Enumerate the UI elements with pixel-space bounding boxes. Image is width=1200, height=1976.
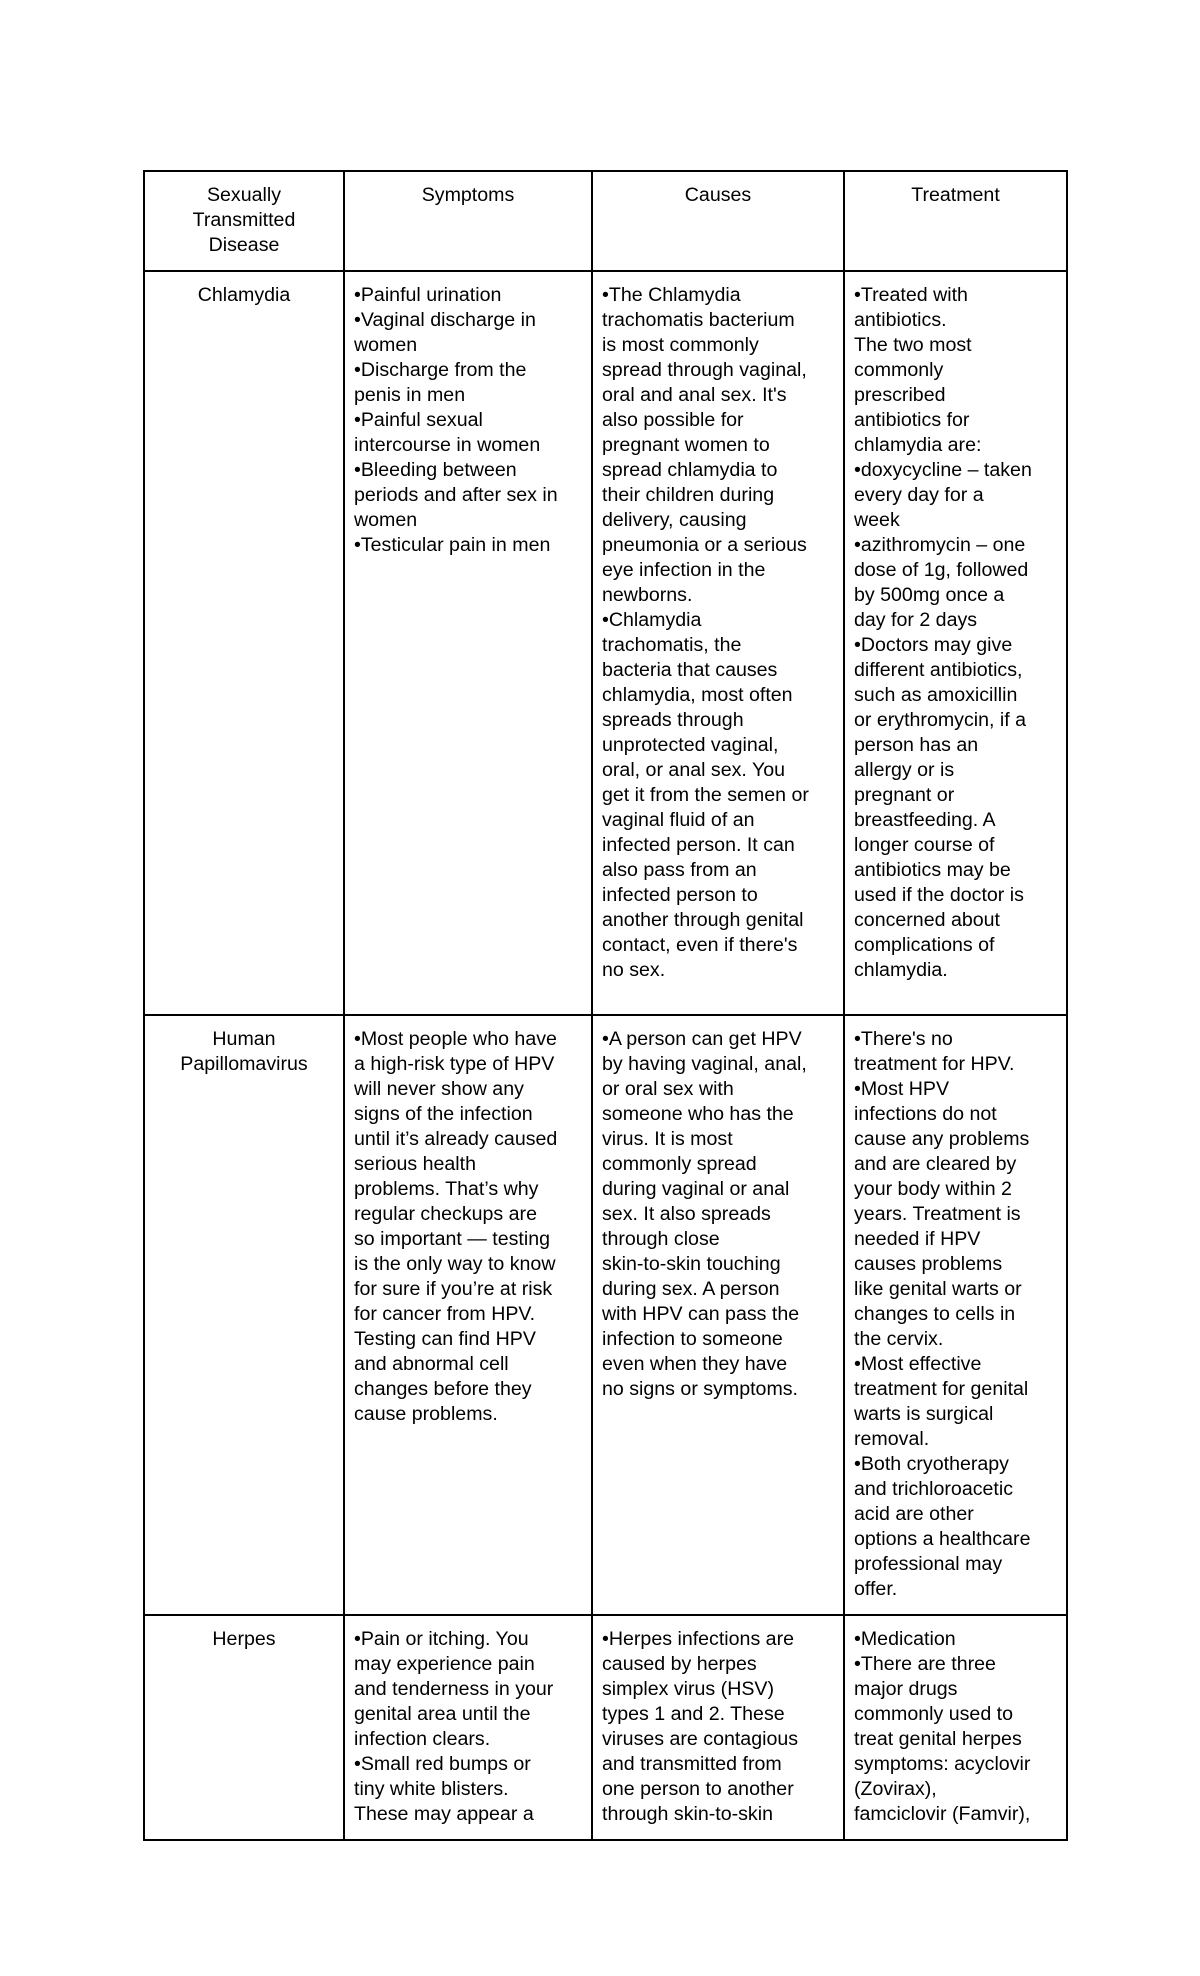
cell-text-line: •Most effective — [854, 1353, 982, 1375]
cell-text-line: person has an — [854, 734, 979, 756]
cell-text-line: types 1 and 2. These — [602, 1703, 785, 1725]
cell-text-line: or erythromycin, if a — [854, 709, 1027, 731]
cell-text-line: years. Treatment is — [854, 1203, 1021, 1225]
cell-text-line: is most commonly — [602, 334, 759, 356]
cell-text-line: (Zovirax), — [854, 1778, 937, 1800]
cell-text-line: dose of 1g, followed — [854, 559, 1029, 581]
cell-text-line: offer. — [854, 1578, 898, 1600]
table-header-row — [144, 171, 1067, 271]
cell-text-line: and abnormal cell — [354, 1353, 509, 1375]
table-row-herpes — [144, 1615, 1067, 1840]
cell-text-line: •A person can get HPV — [602, 1028, 802, 1050]
symptoms-cell — [344, 1615, 592, 1840]
cell-text-line: bacteria that causes — [602, 659, 778, 681]
cell-text-line: their children during — [602, 484, 775, 506]
cell-text-line: antibiotics for — [854, 409, 970, 431]
cell-text-line: day for 2 days — [854, 609, 978, 631]
cell-text-line: contact, even if there's — [602, 934, 798, 956]
cell-text-line: is the only way to know — [354, 1253, 556, 1275]
cell-text-line: treatment for genital — [854, 1378, 1029, 1400]
cell-text-line: •There's no — [854, 1028, 953, 1050]
cell-text-line: spreads through — [602, 709, 744, 731]
cell-text-line: by having vaginal, anal, — [602, 1053, 807, 1075]
cell-text-line: treatment for HPV. — [854, 1053, 1015, 1075]
cell-text-line: •Most HPV — [854, 1078, 950, 1100]
cell-text-line: Human — [212, 1028, 276, 1050]
cell-text-line: women — [354, 334, 418, 356]
cell-text-line: another through genital — [602, 909, 804, 931]
causes-cell — [592, 271, 844, 1015]
cell-text-line: •Discharge from the — [354, 359, 527, 381]
cell-text-line: like genital warts or — [854, 1278, 1022, 1300]
cell-text-line: breastfeeding. A — [854, 809, 996, 831]
cell-text-line: •The Chlamydia — [602, 284, 741, 306]
cell-text-line: cause any problems — [854, 1128, 1030, 1150]
cell-text-line: someone who has the — [602, 1103, 794, 1125]
causes-cell — [592, 1015, 844, 1615]
cell-text-line: through close — [602, 1228, 720, 1250]
cell-text-line: by 500mg once a — [854, 584, 1005, 606]
cell-text-line: pregnant or — [854, 784, 955, 806]
disease-name-cell — [144, 271, 344, 1015]
cell-text-line: week — [854, 509, 900, 531]
cell-text-line: concerned about — [854, 909, 1000, 931]
cell-text-line: •Medication — [854, 1628, 956, 1650]
cell-text-line: prescribed — [854, 384, 946, 406]
cell-text-line: every day for a — [854, 484, 984, 506]
cell-text-line: and transmitted from — [602, 1753, 782, 1775]
cell-text-line: trachomatis bacterium — [602, 309, 795, 331]
header-cell-disease — [144, 171, 344, 271]
cell-text-line: through skin-to-skin — [602, 1803, 773, 1825]
cell-text-line: changes to cells in — [854, 1303, 1016, 1325]
cell-text-line: longer course of — [854, 834, 995, 856]
disease-name-cell — [144, 1015, 344, 1615]
cell-text-line: Testing can find HPV — [354, 1328, 536, 1350]
cell-text-line: periods and after sex in — [354, 484, 558, 506]
cell-text-line: infections do not — [854, 1103, 997, 1125]
cell-text-line: pregnant women to — [602, 434, 770, 456]
cell-text-line: •Painful urination — [354, 284, 502, 306]
cell-text-line: oral and anal sex. It's — [602, 384, 787, 406]
cell-text-line: symptoms: acyclovir — [854, 1753, 1031, 1775]
cell-text-line: signs of the infection — [354, 1103, 533, 1125]
cell-text-line: so important — testing — [354, 1228, 551, 1250]
table-row-chlamydia — [144, 271, 1067, 1015]
cell-text-line: infection to someone — [602, 1328, 783, 1350]
cell-text-line: treat genital herpes — [854, 1728, 1022, 1750]
cell-text-line: Chlamydia — [197, 284, 291, 306]
cell-text-line: needed if HPV — [854, 1228, 981, 1250]
cell-text-line: removal. — [854, 1428, 930, 1450]
cell-text-line: The two most — [854, 334, 972, 356]
cell-text-line: and trichloroacetic — [854, 1478, 1014, 1500]
cell-text-line: penis in men — [354, 384, 466, 406]
cell-text-line: acid are other — [854, 1503, 974, 1525]
cell-text-line: women — [354, 509, 418, 531]
cell-text-line: vaginal fluid of an — [602, 809, 755, 831]
cell-text-line: •There are three — [854, 1653, 996, 1675]
cell-text-line: infected person. It can — [602, 834, 795, 856]
cell-text-line: •doxycycline – taken — [854, 459, 1032, 481]
cell-text-line: chlamydia. — [854, 959, 948, 981]
cell-text-line: intercourse in women — [354, 434, 541, 456]
cell-text-line: spread through vaginal, — [602, 359, 807, 381]
cell-text-line: or oral sex with — [602, 1078, 734, 1100]
cell-text-line: Herpes — [212, 1628, 276, 1650]
cell-text-line: and tenderness in your — [354, 1678, 554, 1700]
cell-text-line: your body within 2 — [854, 1178, 1012, 1200]
cell-text-line: sex. It also spreads — [602, 1203, 771, 1225]
cell-text-line: used if the doctor is — [854, 884, 1024, 906]
cell-text-line: a high-risk type of HPV — [354, 1053, 555, 1075]
cell-text-line: viruses are contagious — [602, 1728, 799, 1750]
cell-text-line: •Herpes infections are — [602, 1628, 795, 1650]
causes-cell — [592, 1615, 844, 1840]
cell-text-line: will never show any — [354, 1078, 524, 1100]
cell-text-line: such as amoxicillin — [854, 684, 1018, 706]
treatment-cell — [844, 271, 1067, 1015]
cell-text-line: with HPV can pass the — [602, 1303, 800, 1325]
header-cell-causes — [592, 171, 844, 271]
cell-text-line: even when they have — [602, 1353, 788, 1375]
header-cell-symptoms — [344, 171, 592, 271]
cell-text-line: pneumonia or a serious — [602, 534, 807, 556]
cell-text-line: Treatment — [911, 184, 1000, 206]
cell-text-line: changes before they — [354, 1378, 532, 1400]
cell-text-line: •Chlamydia — [602, 609, 702, 631]
cell-text-line: spread chlamydia to — [602, 459, 778, 481]
symptoms-cell — [344, 271, 592, 1015]
cell-text-line: may experience pain — [354, 1653, 535, 1675]
cell-text-line: problems. That’s why — [354, 1178, 539, 1200]
cell-text-line: complications of — [854, 934, 995, 956]
cell-text-line: causes problems — [854, 1253, 1003, 1275]
cell-text-line: •Doctors may give — [854, 634, 1013, 656]
cell-text-line: newborns. — [602, 584, 693, 606]
cell-text-line: regular checkups are — [354, 1203, 537, 1225]
symptoms-cell — [344, 1015, 592, 1615]
cell-text-line: infection clears. — [354, 1728, 491, 1750]
cell-text-line: allergy or is — [854, 759, 955, 781]
cell-text-line: delivery, causing — [602, 509, 747, 531]
cell-text-line: oral, or anal sex. You — [602, 759, 786, 781]
cell-text-line: •Pain or itching. You — [354, 1628, 529, 1650]
cell-text-line: virus. It is most — [602, 1128, 733, 1150]
cell-text-line: get it from the semen or — [602, 784, 809, 806]
cell-text-line: for sure if you’re at risk — [354, 1278, 553, 1300]
cell-text-line: commonly used to — [854, 1703, 1013, 1725]
cell-text-line: trachomatis, the — [602, 634, 742, 656]
cell-text-line: the cervix. — [854, 1328, 944, 1350]
cell-text-line: for cancer from HPV. — [354, 1303, 536, 1325]
cell-text-line: options a healthcare — [854, 1528, 1031, 1550]
cell-text-line: Transmitted — [192, 209, 296, 231]
cell-text-line: These may appear a — [354, 1803, 534, 1825]
cell-text-line: genital area until the — [354, 1703, 531, 1725]
cell-text-line: and are cleared by — [854, 1153, 1017, 1175]
cell-text-line: commonly spread — [602, 1153, 757, 1175]
cell-text-line: •Vaginal discharge in — [354, 309, 536, 331]
cell-text-line: famciclovir (Famvir), — [854, 1803, 1031, 1825]
cell-text-line: cause problems. — [354, 1403, 498, 1425]
header-cell-treatment — [844, 171, 1067, 271]
cell-text-line: also possible for — [602, 409, 744, 431]
cell-text-line: •Testicular pain in men — [354, 534, 551, 556]
cell-text-line: tiny white blisters. — [354, 1778, 509, 1800]
cell-text-line: commonly — [854, 359, 944, 381]
treatment-cell — [844, 1615, 1067, 1840]
cell-text-line: also pass from an — [602, 859, 757, 881]
cell-text-line: Papillomavirus — [180, 1053, 308, 1075]
cell-text-line: no signs or symptoms. — [602, 1378, 799, 1400]
cell-text-line: •Bleeding between — [354, 459, 517, 481]
cell-text-line: antibiotics may be — [854, 859, 1011, 881]
cell-text-line: serious health — [354, 1153, 476, 1175]
cell-text-line: no sex. — [602, 959, 666, 981]
cell-text-line: chlamydia, most often — [602, 684, 793, 706]
cell-text-line: •Small red bumps or — [354, 1753, 531, 1775]
table-row-hpv — [144, 1015, 1067, 1615]
cell-text-line: •Most people who have — [354, 1028, 557, 1050]
cell-text-line: warts is surgical — [854, 1403, 994, 1425]
cell-text-line: different antibiotics, — [854, 659, 1023, 681]
cell-text-line: antibiotics. — [854, 309, 947, 331]
cell-text-line: major drugs — [854, 1678, 958, 1700]
cell-text-line: caused by herpes — [602, 1653, 757, 1675]
cell-text-line: chlamydia are: — [854, 434, 982, 456]
cell-text-line: skin-to-skin touching — [602, 1253, 781, 1275]
disease-name-cell — [144, 1615, 344, 1840]
std-table — [143, 170, 1068, 1841]
cell-text-line: during vaginal or anal — [602, 1178, 790, 1200]
cell-text-line: during sex. A person — [602, 1278, 780, 1300]
cell-text-line: Causes — [684, 184, 752, 206]
cell-text-line: one person to another — [602, 1778, 794, 1800]
cell-text-line: simplex virus (HSV) — [602, 1678, 775, 1700]
treatment-cell — [844, 1015, 1067, 1615]
cell-text-line: Symptoms — [421, 184, 515, 206]
cell-text-line: Disease — [208, 234, 280, 256]
cell-text-line: •Both cryotherapy — [854, 1453, 1009, 1475]
cell-text-line: until it’s already caused — [354, 1128, 558, 1150]
cell-text-line: Sexually — [206, 184, 282, 206]
cell-text-line: •Painful sexual — [354, 409, 483, 431]
cell-text-line: professional may — [854, 1553, 1003, 1575]
cell-text-line: eye infection in the — [602, 559, 766, 581]
cell-text-line: •azithromycin – one — [854, 534, 1026, 556]
cell-text-line: unprotected vaginal, — [602, 734, 779, 756]
cell-text-line: infected person to — [602, 884, 758, 906]
cell-text-line: •Treated with — [854, 284, 968, 306]
